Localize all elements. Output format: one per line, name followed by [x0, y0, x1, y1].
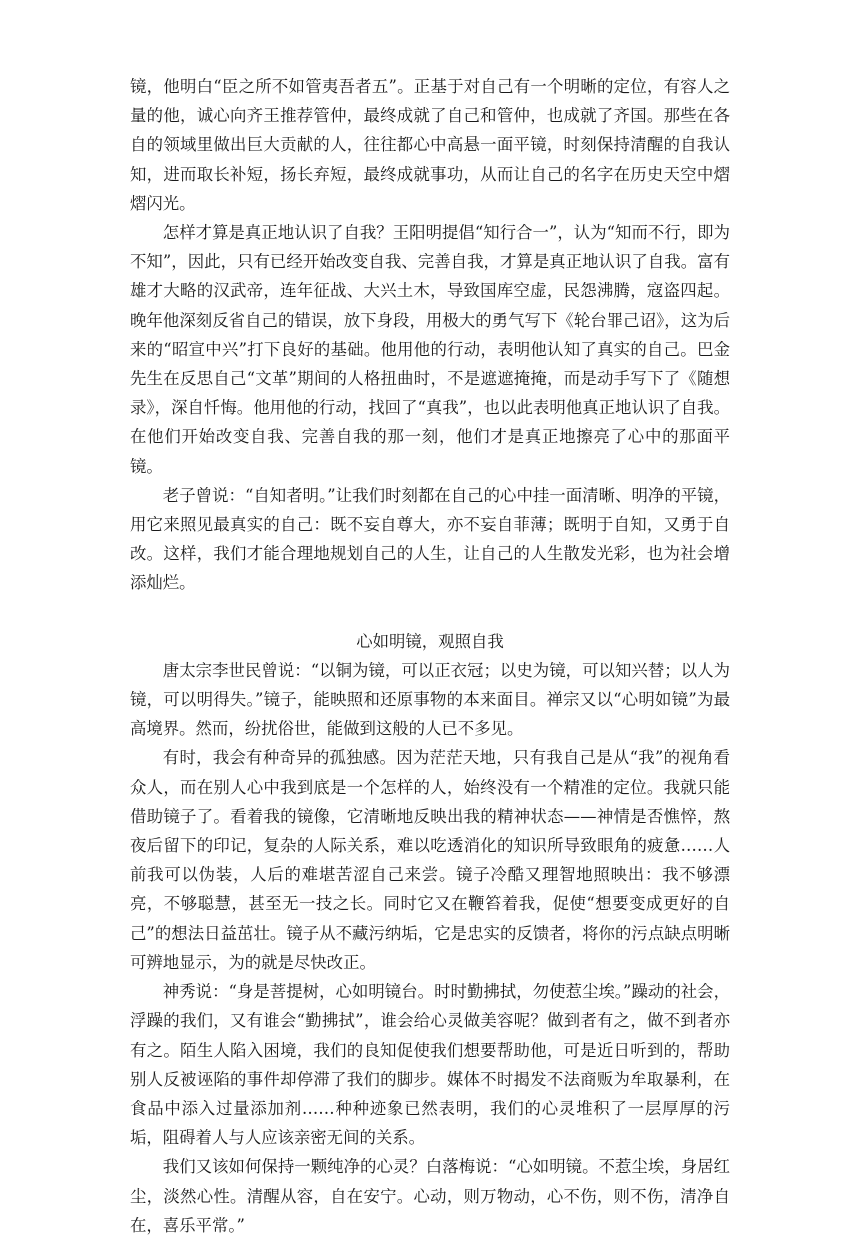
- essay1-paragraph-3: 老子曾说：“自知者明。”让我们时刻都在自己的心中挂一面清晰、明净的平镜，用它来照见最真实的自己：既不妄自尊大，亦不妄自菲薄；既明于自知，又勇于自改。这样，我们才能合理地规划自己的人生，让自己的人生散发光彩，也为社会增添灿烂。: [130, 485, 730, 593]
- document-page: [130, 72, 730, 1240]
- essay2-paragraph-1: 唐太宗李世民曾说：“以铜为镜，可以正衣冠；以史为镜，可以知兴替；以人为镜，可以明得失。”镜子，能映照和还原事物的本来面目。禅宗又以“心明如镜”为最高境界。然而，纷扰俗世，能做到这般的人已不多见。: [130, 660, 730, 739]
- essay1-paragraph-1: 镜，他明白“臣之所不如管夷吾者五”。正基于对自己有一个明晰的定位，有容人之量的他，诚心向齐王推荐管仲，最终成就了自己和管仲，也成就了齐国。那些在各自的领域里做出巨大贡献的人，往往都心中高悬一面平镜，时刻保持清醒的自我认知，进而取长补短，扬长弃短，最终成就事功，从而让自己的名字在历史天空中熠熠闪光。: [130, 77, 730, 213]
- essay2-title: 心如明镜，观照自我: [356, 631, 504, 651]
- essay2-paragraph-3: 神秀说：“身是菩提树，心如明镜台。时时勤拂拭，勿使惹尘埃。”躁动的社会，浮躁的我们，又有谁会“勤拂拭”，谁会给心灵做美容呢？做到者有之，做不到者亦有之。陌生人陷入困境，我们的良知促使我们想要帮助他，可是近日听到的，帮助别人反被诬陷的事件却停滞了我们的脚步。媒体不时揭发不法商贩为牟取暴利，在食品中添入过量添加剂……种种迹象已然表明，我们的心灵堆积了一层厚厚的污垢，阻碍着人与人应该亲密无间的关系。: [130, 982, 730, 1148]
- essay2-paragraph-2: 有时，我会有种奇异的孤独感。因为茫茫天地，只有我自己是从“我”的视角看众人，而在别人心中我到底是一个怎样的人，始终没有一个精准的定位。我就只能借助镜子了。看着我的镜像，它清晰地反映出我的精神状态——神情是否憔悴，熬夜后留下的印记，复杂的人际关系，难以吃透消化的知识所导致眼角的疲惫……人前我可以伪装，人后的难堪苦涩自己来尝。镜子冷酷又理智地照映出：我不够漂亮，不够聪慧，甚至无一技之长。同时它又在鞭笞着我，促使“想要变成更好的自己”的想法日益茁壮。镜子从不藏污纳垢，它是忠实的反馈者，将你的污点缺点明晰可辨地显示，为的就是尽快改正。: [130, 748, 730, 972]
- essay1-paragraph-2: 怎样才算是真正地认识了自我？王阳明提倡“知行合一”，认为“知而不行，即为不知”，因此，只有已经开始改变自我、完善自我，才算是真正地认识了自我。富有雄才大略的汉武帝，连年征战、大兴土木，导致国库空虚，民怨沸腾，寇盗四起。晚年他深刻反省自己的错误，放下身段，用极大的勇气写下《轮台罪己诏》，这为后来的“昭宣中兴”打下良好的基础。他用他的行动，表明他认知了真实的自己。巴金先生在反思自己“文革”期间的人格扭曲时，不是遮遮掩掩，而是动手写下了《随想录》，深自忏悔。他用他的行动，找回了“真我”，也以此表明他真正地认识了自我。在他们开始改变自我、完善自我的那一刻，他们才是真正地擦亮了心中的那面平镜。: [130, 223, 730, 476]
- section-spacer: [130, 598, 730, 627]
- essay2-paragraph-4: 我们又该如何保持一颗纯净的心灵？白落梅说：“心如明镜。不惹尘埃，身居红尘，淡然心性。清醒从容，自在安宁。心动，则万物动，心不伤，则不伤，清净自在，喜乐平常。”: [130, 1157, 730, 1235]
